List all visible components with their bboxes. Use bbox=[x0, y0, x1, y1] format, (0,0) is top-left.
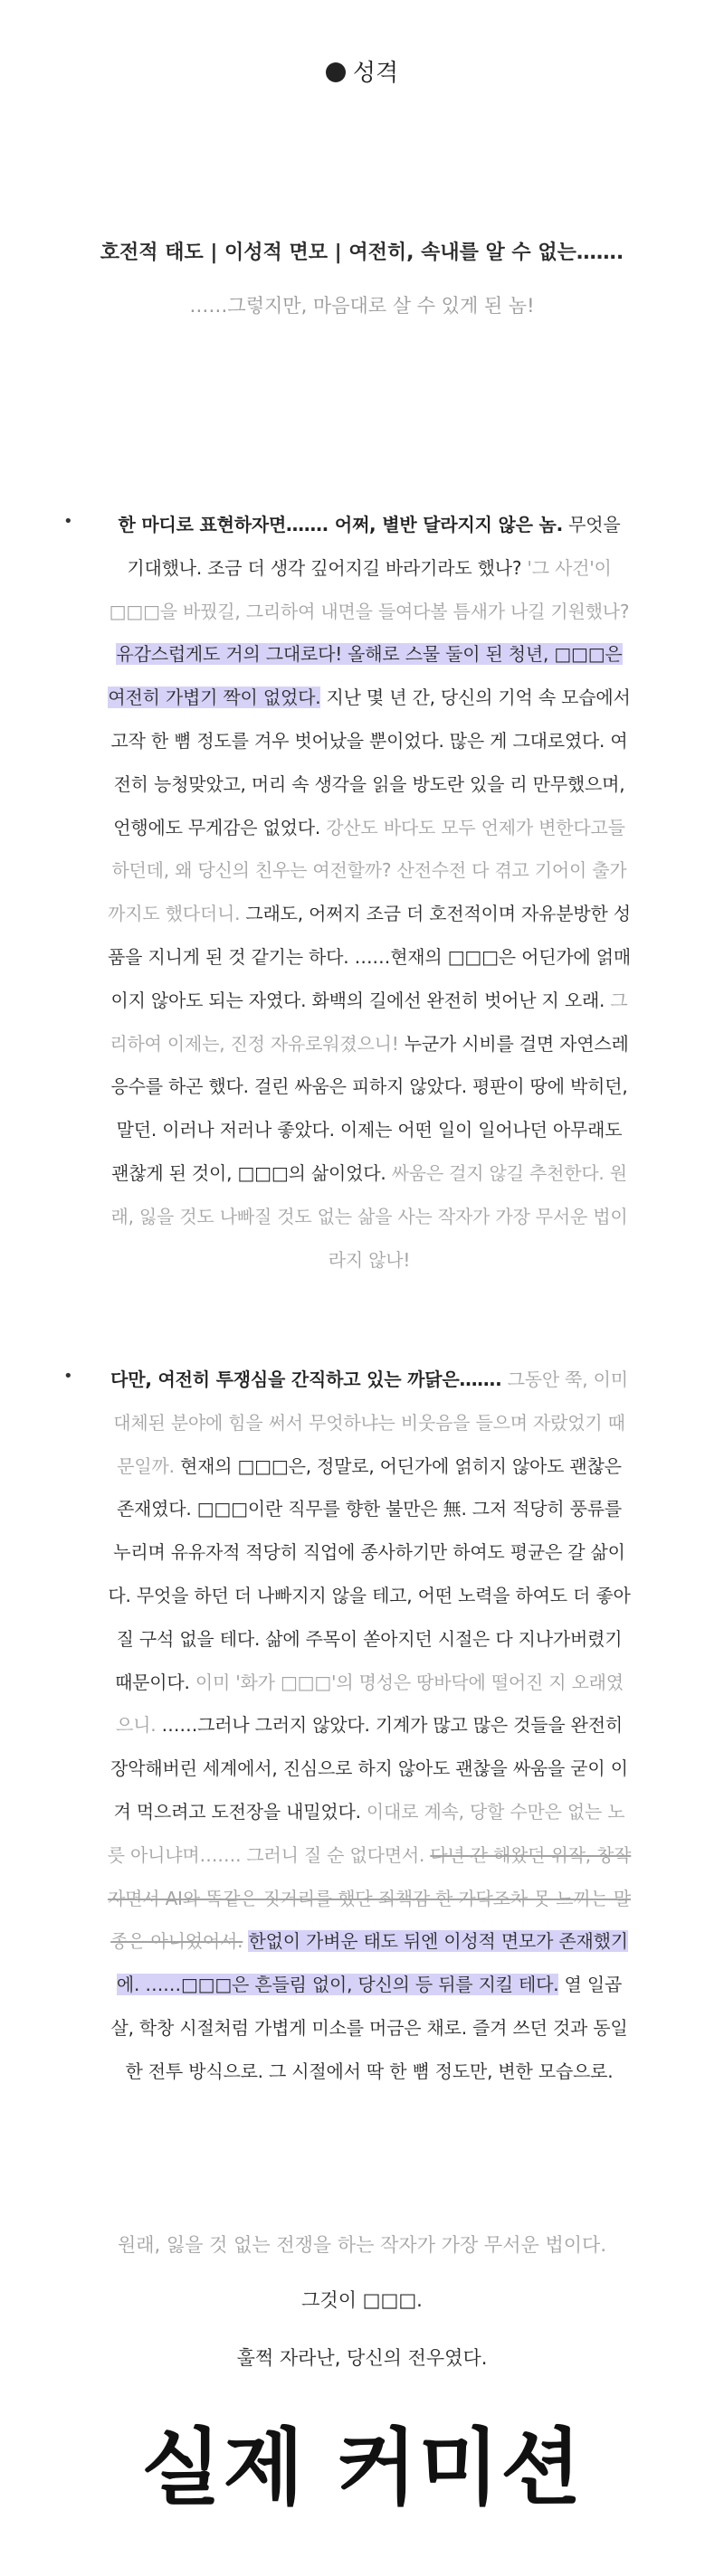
section-title: 성격 bbox=[352, 60, 399, 87]
section-heading bbox=[0, 54, 724, 88]
para1-muted: 강산도 바다도 모두 언제가 변한다고들 하던데, 왜 당신의 친우는 여전할까? 산전수전 다 겪고 기어이 출가까지도 했다더니. bbox=[108, 816, 627, 925]
bullet-marker: • bbox=[63, 1367, 73, 1386]
ending-line-muted: 원래, 잃을 것 없는 전쟁을 하는 작자가 가장 무서운 법이다. bbox=[117, 2234, 606, 2256]
para1-muted: 그리하여 이제는, 진정 자유로워졌으니! bbox=[110, 989, 628, 1055]
para2-text: ……그러나 그러지 않았다. 기계가 많고 많은 것들을 완전히 장악해버린 세계에서, 진심으로 하지 않아도 괜찮을 싸움을 굳이 이겨 먹으려고 도전장을 내밀었다. bbox=[110, 1714, 628, 1823]
ending-line: 그것이 □□□. bbox=[301, 2289, 423, 2311]
para1-muted: 싸움은 걸지 않길 추천한다. 원래, 잃을 것도 나빠질 것도 없는 삶을 사는 작자가 가장 무서운 법이라지 않나! bbox=[110, 1161, 628, 1271]
para1-text: 무엇을 기대했나. 조금 더 생각 깊어지길 바라기라도 했나? bbox=[127, 514, 621, 579]
para1-highlight: 유감스럽게도 거의 그대로다! 올해로 스물 둘이 된 청년, □□□은 여전히 가볍기 짝이 없었다. bbox=[108, 643, 623, 709]
bullet-marker: • bbox=[63, 512, 73, 531]
para2-lead: 다만, 여전히 투쟁심을 간직하고 있는 까닭은……. bbox=[110, 1368, 502, 1390]
para1-muted: '그 사건'이 □□□을 바꿨길, 그리하여 내면을 들여다볼 틈새가 나길 기원했나? bbox=[109, 556, 630, 622]
bullet-dot-icon bbox=[326, 62, 346, 82]
subline: ……그렇지만, 마음대로 살 수 있게 된 놈! bbox=[189, 295, 535, 317]
para2-highlight: 한없이 가벼운 태도 뒤엔 이성적 면모가 존재했기에. ……□□□은 흔들림 없이, 당신의 등 뒤를 지킬 테다. bbox=[116, 1930, 628, 1996]
paragraph-second bbox=[107, 1359, 632, 2094]
para2-text: 현재의 □□□은, 정말로, 어딘가에 얽히지 않아도 괜찮은 존재였다. □□□이란 직무를 향한 불만은 無. 그저 적당히 풍류를 누리며 유유자적 적당히 직업에 종사하기만 하여도 평균은 갈 삶이다. 무엇을 하던 더 나빠지지 않을 테고, 어떤 노력을 하여도 더 좋아질 구석 없을 테다. 삶에 주목이 쏟아지던 시절은 다 지나가버렸기 때문이다. bbox=[108, 1454, 631, 1693]
para2-muted: 그동안 쭉, 이미 대체된 분야에 힘을 써서 무엇하냐는 비웃음을 들으며 자랐었기 때문일까. bbox=[113, 1368, 628, 1477]
para1-text: 지난 몇 년 간, 당신의 기억 속 모습에서 고작 한 뼘 정도를 겨우 벗어났을 뿐이었다. 많은 게 그대로였다. 여전히 능청맞았고, 머리 속 생각을 읽을 방도란 있을 리 만무했으며, 언행에도 무게감은 없었다. bbox=[110, 687, 631, 838]
tagline: 호전적 태도 | 이성적 면모 | 여전히, 속내를 알 수 없는……. bbox=[100, 242, 624, 264]
para2-muted: 이미 '화가 □□□'의 명성은 땅바닥에 떨어진 지 오래였으니. bbox=[115, 1671, 624, 1737]
para1-text: 그래도, 어쩌지 조금 더 호전적이며 자유분방한 성품을 지니게 된 것 같기는 하다. ……현재의 □□□은 어딘가에 얽매이지 않아도 되는 자였다. 화백의 길에선 완전히 벗어난 지 오래. bbox=[108, 903, 631, 1011]
paragraph-first bbox=[107, 504, 632, 1282]
ending-line: 훌쩍 자라난, 당신의 전우였다. bbox=[236, 2347, 488, 2369]
para1-lead: 한 마디로 표현하자면……. 어쩌, 별반 달라지지 않은 놈. bbox=[118, 514, 563, 535]
para2-strikethrough: 다년 간 해왔던 위작, 창작자면서 AI와 똑같은 짓거리를 했단 죄책감 한 가닥조차 못 느끼는 말종은 아니었어서. bbox=[108, 1843, 632, 1953]
sample-stamp: 실제 커미션 bbox=[140, 2420, 584, 2516]
para2-text: 열 일곱 살, 학창 시절처럼 가볍게 미소를 머금은 채로. 즐겨 쓰던 것과 동일한 전투 방식으로. 그 시절에서 딱 한 뼘 정도만, 변한 모습으로. bbox=[110, 1974, 628, 2082]
para2-muted: 이대로 계속, 당할 수만은 없는 노릇 아니냐며……. 그러니 질 순 없다면서. bbox=[107, 1800, 625, 1866]
para1-text: 누군가 시비를 걸면 자연스레 응수를 하곤 했다. 걸린 싸움은 피하지 않았다. 평판이 땅에 박히던, 말던. 이러나 저러나 좋았다. 이제는 어떤 일이 일어나던 아무래도 괜찮게 된 것이, □□□의 삶이었다. bbox=[110, 1032, 629, 1184]
